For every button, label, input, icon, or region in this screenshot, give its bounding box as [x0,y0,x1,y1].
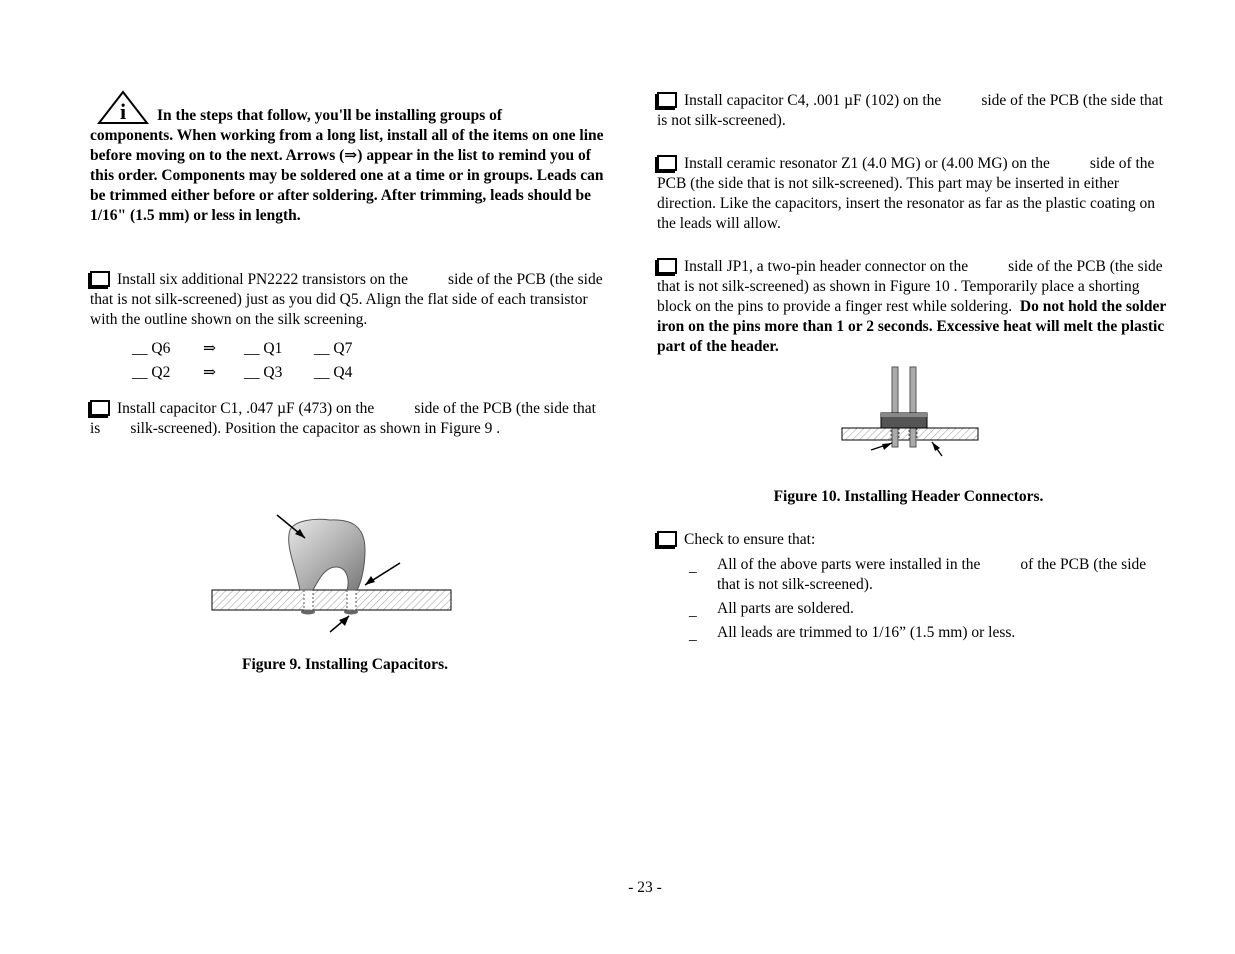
step-c1-text-a: Install capacitor C1, .047 µF (473) on the [117,400,375,417]
transistor-item: __ Q7 [314,340,353,357]
info-note [90,106,605,226]
step-jp1-warning: Do not hold the solder iron on the pins more than 1 or 2 seconds. Excessive heat will melt the plastic part of the header. [657,298,1167,355]
step-jp1-text-b: side of the PCB (the side that is not silk-screened) as shown in Figure 10 . Temporarily place a shorting block on the pins to provide a finger rest while soldering. [657,258,1163,315]
step-checkbox[interactable] [657,92,677,108]
step-z1-text-a: Install ceramic resonator Z1 (4.0 MG) or (4.00 MG) on the [684,155,1050,172]
transistor-item: __ Q1 [244,340,283,357]
step-z1-text-b: side of the PCB (the side that is not silk-screened). This part may be inserted in either direction. Like the capacitors, insert the resonator as far as the plastic coating on the leads will allow. [657,155,1155,232]
step-transistors-text-a: Install six additional PN2222 transistors on the [117,271,409,288]
figure-9-capacitor-diagram [205,505,460,640]
step-c1-text-b: side of the PCB (the side that is [90,400,596,437]
step-z1 [657,154,1167,234]
transistor-item: __ Q6 [132,340,171,357]
check-bullet: _ [689,558,697,575]
step-c4-text-a: Install capacitor C4, .001 µF (102) on the [684,92,942,109]
page-number: - 23 - [628,879,662,896]
check-item-text-a: All leads are trimmed to 1/16” (1.5 mm) or less. [717,624,1016,641]
transistor-item: __ Q3 [244,364,283,381]
step-c4-text-b: side of the PCB (the side that is not silk-screened). [657,92,1163,129]
step-jp1-text-a: Install JP1, a two-pin header connector on the [684,258,969,275]
arrow-icon: ⇒ [203,364,216,381]
check-bullet: _ [689,626,697,643]
step-c4 [657,91,1167,131]
step-checkbox[interactable] [90,400,110,416]
check-item [717,555,1167,595]
step-checkbox[interactable] [657,258,677,274]
check-item-text-a: All parts are soldered. [717,600,854,617]
step-jp1 [657,257,1167,357]
step-c1 [90,399,605,439]
check-item [717,599,1167,619]
arrow-icon: ⇒ [203,340,216,357]
check-item-text-a: All of the above parts were installed in the [717,556,981,573]
figure-10-header-diagram [838,362,983,460]
step-checkbox[interactable] [657,155,677,171]
step-checkbox[interactable] [657,531,677,547]
step-transistors [90,270,605,330]
check-item-text-b: of the PCB (the side that is not silk-screened). [717,556,1147,593]
info-note-first-line: In the steps that follow, you'll be installing groups of [157,107,503,124]
transistor-item: __ Q2 [132,364,171,381]
step-checkbox[interactable] [90,271,110,287]
check-section [657,530,1167,550]
check-bullet: _ [689,602,697,619]
check-title: Check to ensure that: [684,531,816,548]
check-item [717,623,1167,643]
figure-10-caption: Figure 10. Installing Header Connectors. [773,488,1044,505]
transistor-item: __ Q4 [314,364,353,381]
step-transistors-text-b: side of the PCB (the side that is not silk-screened) just as you did Q5. Align the flat side of each transistor with the outline shown on the silk screening. [90,271,603,328]
figure-9-caption: Figure 9. Installing Capacitors. [242,656,448,673]
info-note-body: components. When working from a long list, install all of the items on one line before moving on to the next. Arrows (⇒) appear in the list to remind you of this order. Components may be soldered one at a time or in groups. Leads can be trimmed either before or after soldering. After trimming, leads should be 1/16" (1.5 mm) or less in length. [90,127,604,224]
step-c1-text-c: silk-screened). Position the capacitor as shown in Figure 9 . [130,420,501,437]
svg-text:i: i [119,99,127,124]
